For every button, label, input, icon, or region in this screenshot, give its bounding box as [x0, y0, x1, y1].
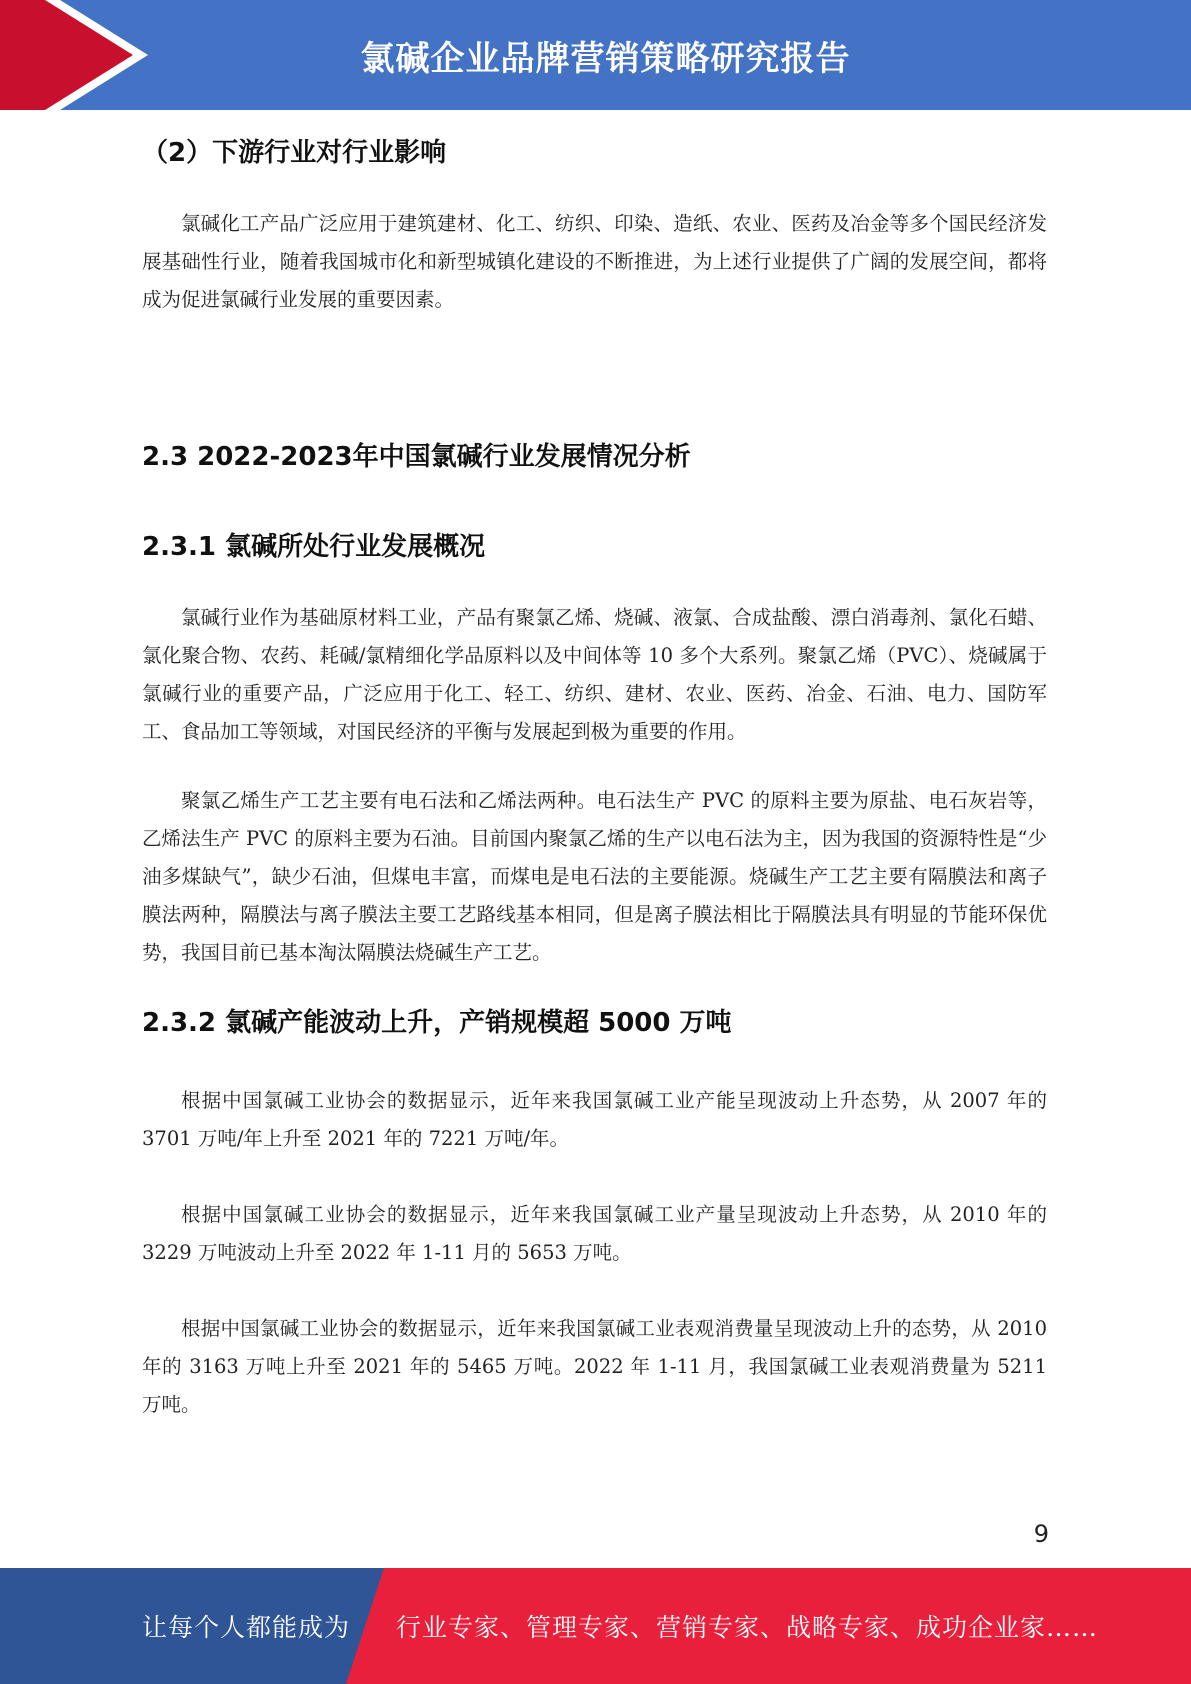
footer-slogan-right: 行业专家、管理专家、营销专家、战略专家、成功企业家……: [396, 1613, 1099, 1642]
paragraph-capacity: 根据中国氯碱工业协会的数据显示，近年来我国氯碱工业产能呈现波动上升态势，从 2007 年的 3701 万吨/年上升至 2021 年的 7221 万吨/年。: [142, 1089, 1047, 1150]
section-heading-2-3: 2.3 2022-2023年中国氯碱行业发展情况分析: [142, 442, 691, 472]
page-footer: [0, 1568, 1191, 1684]
section-heading-2-3-1: 2.3.1 氯碱所处行业发展概况: [142, 532, 486, 562]
report-title: 氯碱企业品牌营销策略研究报告: [360, 38, 851, 79]
paragraph-output: 根据中国氯碱工业协会的数据显示，近年来我国氯碱工业产量呈现波动上升态势，从 2010 年的 3229 万吨波动上升至 2022 年 1-11 月的 5653 万吨。: [142, 1203, 1047, 1264]
paragraph-consumption: 根据中国氯碱工业协会的数据显示，近年来我国氯碱工业表观消费量呈现波动上升的态势，从 2010 年的 3163 万吨上升至 2021 年的 5465 万吨。2022 年 1-11 月，我国氯碱工业表观消费量为 5211 万吨。: [142, 1317, 1047, 1416]
section-heading-downstream: （2）下游行业对行业影响: [142, 138, 447, 168]
paragraph-2-3-1-process: 聚氯乙烯生产工艺主要有电石法和乙烯法两种。电石法生产 PVC 的原料主要为原盐、电石灰岩等，乙烯法生产 PVC 的原料主要为石油。目前国内聚氯乙烯的生产以电石法为主，因为我国的资源特性是“少油多煤缺气”，缺少石油，但煤电丰富，而煤电是电石法的主要能源。烧碱生产工艺主要有隔膜法和离子膜法两种，隔膜法与离子膜法主要工艺路线基本相同，但是离子膜法相比于隔膜法具有明显的节能环保优势，我国目前已基本淘汰隔膜法烧碱生产工艺。: [142, 789, 1047, 964]
footer-slogan-left: 让每个人都能成为: [142, 1613, 351, 1642]
page-header: [0, 0, 1191, 110]
paragraph-2-3-1-overview: 氯碱行业作为基础原材料工业，产品有聚氯乙烯、烧碱、液氯、合成盐酸、漂白消毒剂、氯化石蜡、氯化聚合物、农药、耗碱/氯精细化学品原料以及中间体等 10 多个大系列。聚氯乙烯（PVC）、烧碱属于氯碱行业的重要产品，广泛应用于化工、轻工、纺织、建材、农业、医药、冶金、石油、电力、国防军工、食品加工等领域，对国民经济的平衡与发展起到极为重要的作用。: [142, 606, 1047, 743]
page-number: 9: [1033, 1520, 1049, 1548]
section-heading-2-3-2: 2.3.2 氯碱产能波动上升，产销规模超 5000 万吨: [142, 1008, 732, 1038]
paragraph-downstream: 氯碱化工产品广泛应用于建筑建材、化工、纺织、印染、造纸、农业、医药及冶金等多个国民经济发展基础性行业，随着我国城市化和新型城镇化建设的不断推进，为上述行业提供了广阔的发展空间，都将成为促进氯碱行业发展的重要因素。: [142, 212, 1047, 311]
